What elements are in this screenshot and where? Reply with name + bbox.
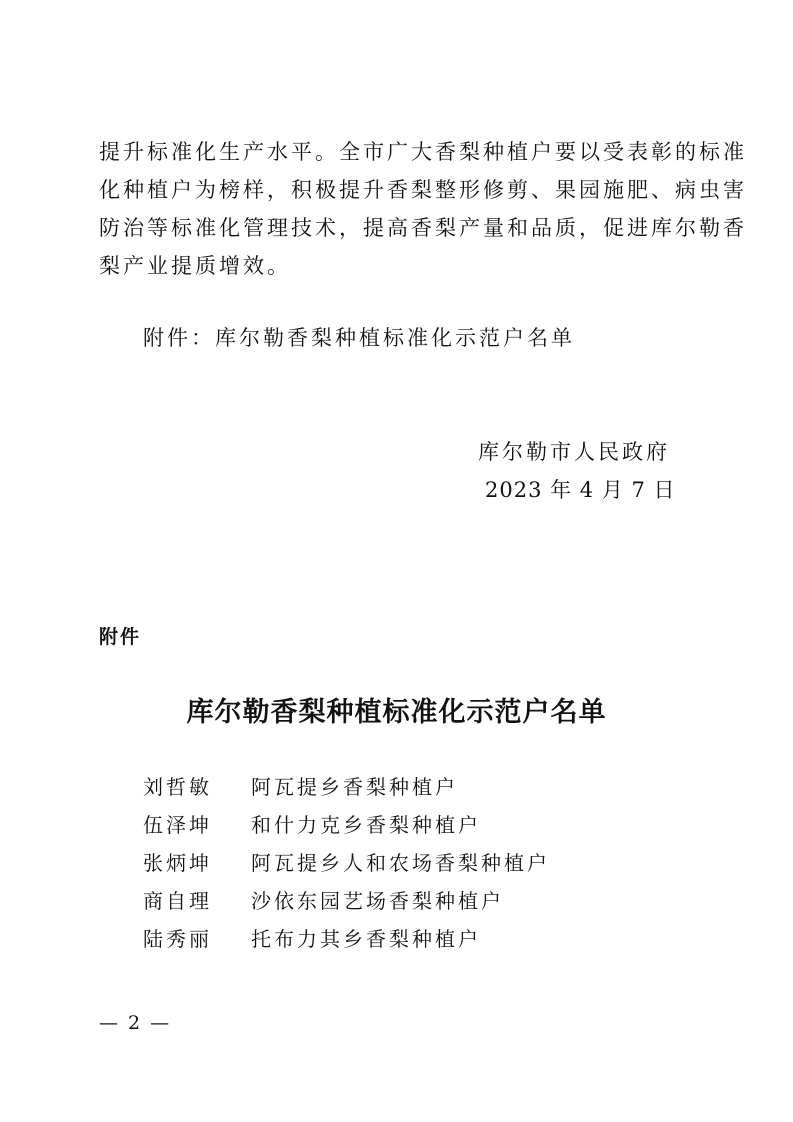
household-description: 沙依东园艺场香梨种植户 [251,889,504,913]
household-name: 张炳坤 [143,851,212,875]
body-line: 防治等标准化管理技术，提高香梨产量和品质，促进库尔勒香 [99,216,747,240]
body-line: 化种植户为榜样，积极提升香梨整形修剪、果园施肥、病虫害 [99,178,747,202]
body-paragraph [99,133,747,285]
issuer-name: 库尔勒市人民政府 [478,440,670,464]
household-list [143,768,550,958]
list-item [143,768,550,806]
household-name: 刘哲敏 [143,775,212,799]
household-description: 托布力其乡香梨种植户 [251,927,481,951]
page-number: — 2 — [99,1012,172,1034]
household-name: 陆秀丽 [143,927,212,951]
list-item [143,806,550,844]
attachment-title: 库尔勒香梨种植标准化示范户名单 [186,697,607,728]
list-item [143,844,550,882]
issue-date: 2023 年 4 月 7 日 [485,478,676,502]
household-name: 商自理 [143,889,212,913]
household-description: 阿瓦提乡人和农场香梨种植户 [251,851,550,875]
body-line: 梨产业提质增效。 [99,254,291,278]
list-item [143,882,550,920]
body-line: 提升标准化生产水平。全市广大香梨种植户要以受表彰的标准 [99,140,747,164]
list-item [143,920,550,958]
household-description: 和什力克乡香梨种植户 [251,813,481,837]
household-description: 阿瓦提乡香梨种植户 [251,775,458,799]
attachment-reference: 附件：库尔勒香梨种植标准化示范户名单 [143,326,575,350]
attachment-label: 附件 [99,626,142,648]
household-name: 伍泽坤 [143,813,212,837]
